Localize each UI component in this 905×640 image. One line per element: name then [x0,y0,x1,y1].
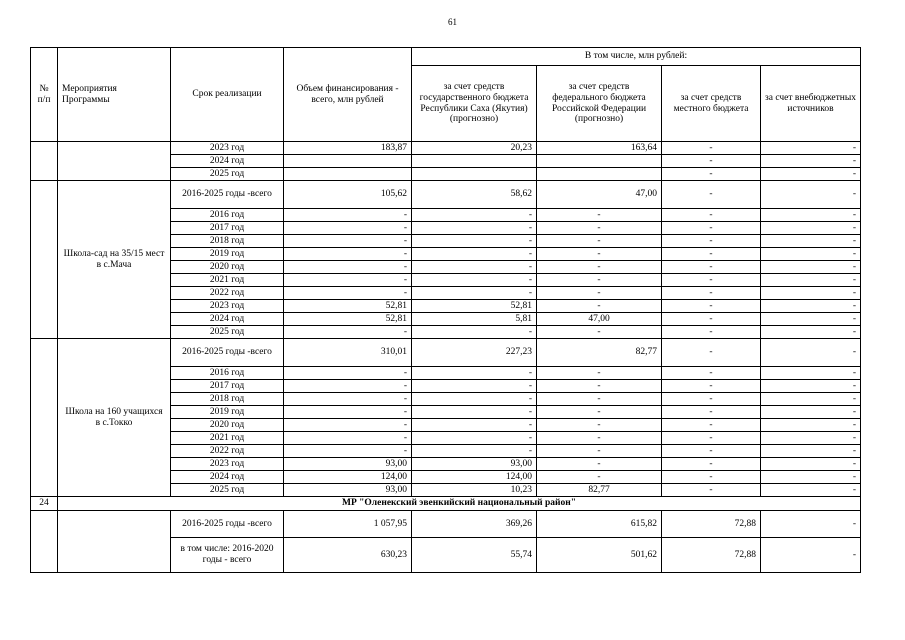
header-event: Мероприятия Программы [58,48,171,142]
event-cell [58,142,171,181]
total-cell: - [284,261,412,274]
republic-cell: 93,00 [412,458,537,471]
local-cell: - [662,300,761,313]
local-cell: - [662,222,761,235]
period-cell: 2024 год [171,155,284,168]
federal-cell: - [537,261,662,274]
republic-cell: - [412,406,537,419]
table-body [31,48,861,181]
period-cell: 2022 год [171,445,284,458]
extra-cell: - [761,181,861,209]
period-cell: 2016-2025 годы -всего [171,339,284,367]
federal-cell: - [537,287,662,300]
local-cell: - [662,445,761,458]
total-cell: 1 057,95 [284,511,412,538]
republic-cell: 5,81 [412,313,537,326]
extra-cell: - [761,155,861,168]
period-cell: 2025 год [171,484,284,497]
event-name: Школа-сад на 35/15 мест в с.Мача [58,181,171,339]
local-cell: - [662,326,761,339]
total-cell: - [284,367,412,380]
period-cell: 2016-2025 годы -всего [171,181,284,209]
page-number: 61 [448,17,457,27]
extra-cell: - [761,484,861,497]
extra-cell: - [761,142,861,155]
section-olenek [31,497,861,573]
republic-cell: - [412,261,537,274]
total-cell: 630,23 [284,538,412,573]
republic-cell: - [412,445,537,458]
total-cell: 93,00 [284,458,412,471]
total-cell: - [284,432,412,445]
total-cell [284,155,412,168]
table-row [31,339,861,367]
republic-cell: - [412,326,537,339]
federal-cell: - [537,274,662,287]
federal-cell: - [537,406,662,419]
republic-cell: 227,23 [412,339,537,367]
extra-cell: - [761,248,861,261]
event-cell [58,511,171,573]
local-cell: - [662,393,761,406]
header-num: № п/п [31,48,58,142]
extra-cell: - [761,326,861,339]
extra-cell: - [761,393,861,406]
total-cell: 52,81 [284,300,412,313]
local-cell: - [662,432,761,445]
table-row [31,511,861,538]
local-cell: - [662,274,761,287]
section-header-row [31,497,861,511]
period-cell: 2023 год [171,142,284,155]
local-cell: 72,88 [662,538,761,573]
republic-cell: - [412,287,537,300]
extra-cell: - [761,313,861,326]
extra-cell: - [761,339,861,367]
total-cell: - [284,419,412,432]
federal-cell: - [537,419,662,432]
local-cell: - [662,484,761,497]
period-cell: 2024 год [171,313,284,326]
period-cell: 2023 год [171,458,284,471]
federal-cell [537,155,662,168]
federal-cell: - [537,235,662,248]
extra-cell: - [761,538,861,573]
republic-cell: 58,62 [412,181,537,209]
extra-cell: - [761,471,861,484]
local-cell: - [662,261,761,274]
extra-cell: - [761,300,861,313]
federal-cell: - [537,300,662,313]
extra-cell: - [761,511,861,538]
table-row [31,181,861,209]
republic-cell: 52,81 [412,300,537,313]
extra-cell: - [761,209,861,222]
header-extra: за счет внебюджетных источников [761,66,861,142]
extra-cell: - [761,367,861,380]
period-cell: 2019 год [171,248,284,261]
total-cell: 124,00 [284,471,412,484]
extra-cell: - [761,222,861,235]
federal-cell [537,168,662,181]
period-cell: 2016-2025 годы -всего [171,511,284,538]
local-cell: - [662,313,761,326]
federal-cell: 47,00 [537,313,662,326]
republic-cell: 369,26 [412,511,537,538]
republic-cell: 55,74 [412,538,537,573]
local-cell: - [662,339,761,367]
republic-cell: 124,00 [412,471,537,484]
total-cell: 52,81 [284,313,412,326]
local-cell: - [662,142,761,155]
extra-cell: - [761,445,861,458]
num-cell [31,511,58,573]
local-cell: 72,88 [662,511,761,538]
total-cell: - [284,380,412,393]
federal-cell: 82,77 [537,339,662,367]
period-cell: 2025 год [171,326,284,339]
section-num: 24 [31,497,58,511]
period-cell: 2020 год [171,261,284,274]
period-cell: в том числе: 2016-2020 годы - всего [171,538,284,573]
period-cell: 2017 год [171,222,284,235]
federal-cell: - [537,222,662,235]
num-cell [31,181,58,339]
local-cell: - [662,181,761,209]
federal-cell: 615,82 [537,511,662,538]
extra-cell: - [761,419,861,432]
republic-cell: - [412,367,537,380]
header-including: В том числе, млн рублей: [412,48,861,66]
extra-cell: - [761,168,861,181]
total-cell: - [284,222,412,235]
total-cell: - [284,393,412,406]
period-cell: 2022 год [171,287,284,300]
table-row [31,142,861,155]
financing-table [30,47,861,573]
block-school-tokko [31,339,861,497]
extra-cell: - [761,380,861,393]
event-name: Школа на 160 учащихся в с.Токко [58,339,171,497]
period-cell: 2024 год [171,471,284,484]
total-cell: 310,01 [284,339,412,367]
republic-cell [412,155,537,168]
republic-cell: - [412,419,537,432]
local-cell: - [662,419,761,432]
local-cell: - [662,458,761,471]
section-title: МР "Оленекский эвенкийский национальный район" [58,497,861,511]
total-cell: - [284,445,412,458]
republic-cell: - [412,209,537,222]
total-cell: - [284,326,412,339]
federal-cell: 82,77 [537,484,662,497]
period-cell: 2018 год [171,393,284,406]
extra-cell: - [761,274,861,287]
period-cell: 2016 год [171,209,284,222]
header-republic: за счет средств государственного бюджета Республики Саха (Якутия) (прогнозно) [412,66,537,142]
extra-cell: - [761,458,861,471]
local-cell: - [662,287,761,300]
republic-cell: 10,23 [412,484,537,497]
extra-cell: - [761,261,861,274]
republic-cell: 20,23 [412,142,537,155]
extra-cell: - [761,406,861,419]
federal-cell: - [537,209,662,222]
federal-cell: - [537,326,662,339]
republic-cell: - [412,222,537,235]
federal-cell: - [537,380,662,393]
federal-cell: - [537,248,662,261]
period-cell: 2017 год [171,380,284,393]
total-cell: - [284,235,412,248]
local-cell: - [662,168,761,181]
header-local: за счет средств местного бюджета [662,66,761,142]
period-cell: 2018 год [171,235,284,248]
federal-cell: - [537,471,662,484]
period-cell: 2019 год [171,406,284,419]
total-cell: - [284,287,412,300]
total-cell: - [284,209,412,222]
total-cell: - [284,274,412,287]
total-cell: - [284,406,412,419]
federal-cell: - [537,458,662,471]
local-cell: - [662,471,761,484]
republic-cell: - [412,432,537,445]
local-cell: - [662,380,761,393]
period-cell: 2021 год [171,274,284,287]
federal-cell: - [537,393,662,406]
extra-cell: - [761,287,861,300]
total-cell: 183,87 [284,142,412,155]
local-cell: - [662,235,761,248]
num-cell [31,142,58,181]
republic-cell: - [412,380,537,393]
local-cell: - [662,367,761,380]
header-period: Срок реализации [171,48,284,142]
federal-cell: - [537,367,662,380]
republic-cell: - [412,274,537,287]
extra-cell: - [761,235,861,248]
federal-cell: - [537,445,662,458]
federal-cell: 47,00 [537,181,662,209]
period-cell: 2023 год [171,300,284,313]
local-cell: - [662,155,761,168]
federal-cell: 163,64 [537,142,662,155]
total-cell: - [284,248,412,261]
republic-cell [412,168,537,181]
total-cell: 105,62 [284,181,412,209]
local-cell: - [662,406,761,419]
total-cell: 93,00 [284,484,412,497]
header-total: Объем финансирования - всего, млн рублей [284,48,412,142]
period-cell: 2020 год [171,419,284,432]
block-school-macha [31,181,861,339]
num-cell [31,339,58,497]
republic-cell: - [412,248,537,261]
local-cell: - [662,248,761,261]
extra-cell: - [761,432,861,445]
republic-cell: - [412,235,537,248]
period-cell: 2021 год [171,432,284,445]
local-cell: - [662,209,761,222]
period-cell: 2025 год [171,168,284,181]
period-cell: 2016 год [171,367,284,380]
federal-cell: - [537,432,662,445]
total-cell [284,168,412,181]
header-federal: за счет средств федерального бюджета Российской Федерации (прогнозно) [537,66,662,142]
federal-cell: 501,62 [537,538,662,573]
republic-cell: - [412,393,537,406]
